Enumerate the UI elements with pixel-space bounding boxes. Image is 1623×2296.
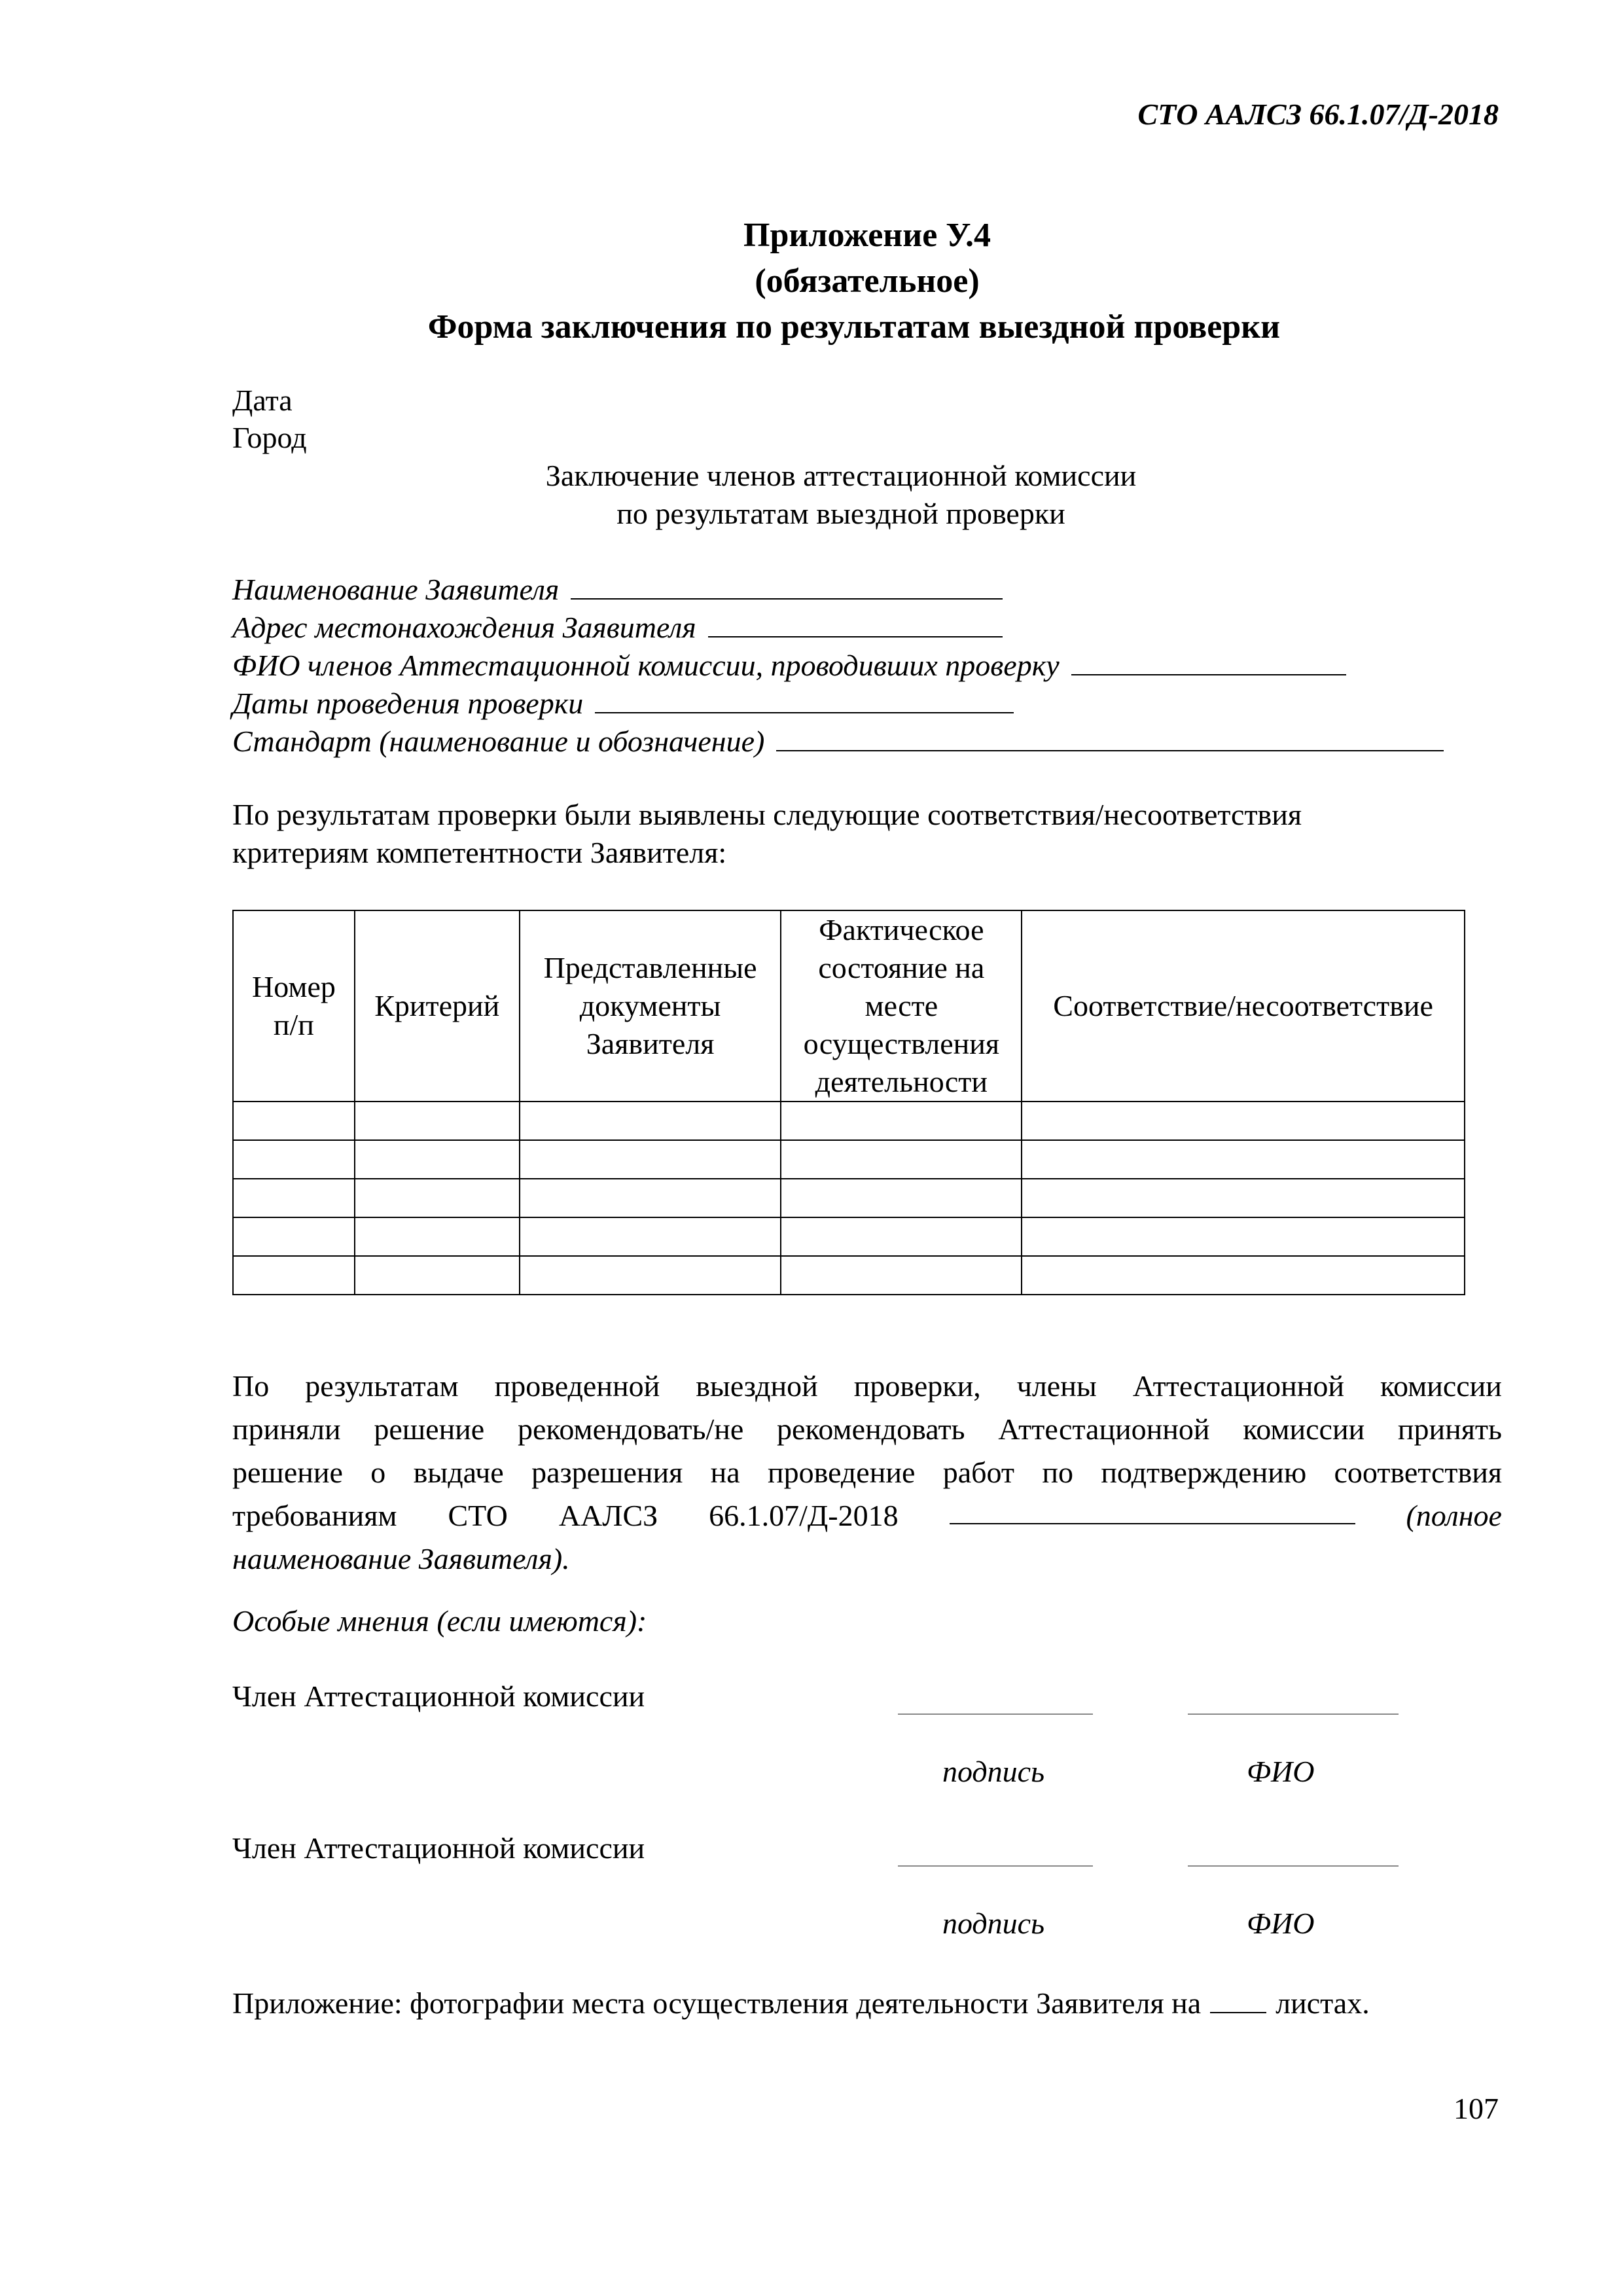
table-cell[interactable] [233,1217,355,1256]
decision-word: требованиям [232,1499,397,1532]
signature-caption-1: подпись [942,1755,1045,1788]
table-cell[interactable] [355,1256,520,1295]
appendix-number: Приложение У.4 [743,217,991,254]
decision-word: решение [232,1456,343,1489]
table-cell[interactable] [355,1179,520,1217]
date-label: Дата [232,384,293,417]
applicant-address-field [232,607,1003,645]
table-cell[interactable] [520,1179,781,1217]
decision-word: по [1042,1456,1073,1489]
decision-word: Аттестационной [998,1412,1210,1446]
field-label: Наименование Заявителя [232,573,560,606]
inspection-dates-blank[interactable] [595,683,1014,713]
decision-line-2 [232,1408,1502,1451]
applicant-full-name-blank[interactable] [950,1494,1355,1524]
table-cell[interactable] [233,1102,355,1140]
applicant-name-blank[interactable] [571,569,1003,600]
decision-word: члены [1016,1369,1097,1403]
decision-word: выдаче [413,1456,504,1489]
decision-line-1 [232,1365,1502,1408]
table-row [233,1217,1465,1256]
decision-word: соответствия [1334,1456,1502,1489]
decision-word: комиссии [1243,1412,1365,1446]
subtitle-line-2: по результатам выездной проверки [616,497,1065,530]
decision-word: результатам [305,1369,459,1403]
col-header-documents: Представленные документы Заявителя [520,910,781,1102]
field-label: Адрес местонахождения Заявителя [232,611,696,644]
decision-word: подтверждению [1101,1456,1307,1489]
name-blank-1[interactable] [1188,1713,1399,1715]
appendix-title [232,213,1502,350]
special-opinions-label: Особые мнения (если имеются): [232,1604,647,1638]
table-cell[interactable] [233,1256,355,1295]
field-label: ФИО членов Аттестационной комиссии, проводивших проверку [232,649,1060,682]
decision-word: рекомендовать [777,1412,965,1446]
decision-word: принять [1397,1412,1502,1446]
decision-word: разрешения [531,1456,683,1489]
decision-word: работ [942,1456,1015,1489]
signature-role-1: Член Аттестационной комиссии [232,1679,645,1713]
decision-word: проведение [768,1456,916,1489]
standard-blank[interactable] [776,721,1444,751]
compliance-table [232,910,1465,1295]
table-cell[interactable] [1022,1179,1465,1217]
decision-line-5: наименование Заявителя). [232,1542,570,1575]
table-cell[interactable] [355,1140,520,1179]
field-label: Стандарт (наименование и обозначение) [232,725,765,758]
standard-field [232,721,1444,759]
table-cell[interactable] [781,1217,1022,1256]
table-cell[interactable] [1022,1256,1465,1295]
decision-word: о [370,1456,386,1489]
attachment-prefix: Приложение: фотографии места осуществления деятельности Заявителя на [232,1986,1202,2020]
table-cell[interactable] [781,1179,1022,1217]
table-cell[interactable] [355,1102,520,1140]
table-cell[interactable] [520,1140,781,1179]
table-cell[interactable] [781,1256,1022,1295]
city-label: Город [232,421,307,454]
table-cell[interactable] [520,1256,781,1295]
table-cell[interactable] [1022,1217,1465,1256]
signature-caption-2: подпись [942,1907,1045,1940]
decision-word: комиссии [1380,1369,1502,1403]
signature-role-2: Член Аттестационной комиссии [232,1831,645,1865]
col-header-criterion: Критерий [355,910,520,1102]
signature-blank-1[interactable] [898,1713,1093,1715]
decision-word: выездной [696,1369,818,1403]
intro-line-2: критериям компетентности Заявителя: [232,836,727,869]
applicant-address-blank[interactable] [708,607,1003,637]
table-header-row [233,910,1465,1102]
table-cell[interactable] [1022,1102,1465,1140]
subtitle-line-1: Заключение членов аттестационной комиссии [545,459,1137,492]
appendix-status: (обязательное) [755,262,980,300]
commission-members-field [232,645,1346,683]
name-caption-1: ФИО [1247,1755,1315,1788]
table-cell[interactable] [355,1217,520,1256]
table-cell[interactable] [781,1102,1022,1140]
decision-word: проверки, [853,1369,981,1403]
decision-word: Аттестационной [1132,1369,1344,1403]
col-header-number: Номер п/п [233,910,355,1102]
table-cell[interactable] [233,1179,355,1217]
standard-code: СТО ААЛСЗ 66.1.07/Д-2018 [1137,98,1499,131]
table-cell[interactable] [233,1140,355,1179]
decision-note: (полное [1406,1499,1502,1532]
decision-word: 66.1.07/Д-2018 [709,1499,899,1532]
sheet-count-blank[interactable] [1210,1983,1266,2013]
decision-word: СТО [448,1499,508,1532]
inspection-dates-field [232,683,1014,721]
intro-line-1: По результатам проверки были выявлены следующие соответствия/несоответствия [232,798,1302,831]
decision-line-3 [232,1451,1502,1494]
page-number: 107 [1454,2092,1499,2125]
decision-word: проведенной [494,1369,660,1403]
table-row [233,1102,1465,1140]
signature-blank-2[interactable] [898,1865,1093,1867]
decision-word: ААЛСЗ [558,1499,658,1532]
name-caption-2: ФИО [1247,1907,1315,1940]
form-title: Форма заключения по результатам выездной проверки [427,308,1281,346]
table-cell[interactable] [520,1217,781,1256]
applicant-name-field [232,569,1003,607]
table-cell[interactable] [781,1140,1022,1179]
attachment-suffix: листах. [1275,1986,1370,2020]
col-header-actual-state: Фактическое состояние на месте осуществления деятельности [781,910,1022,1102]
col-header-compliance: Соответствие/несоответствие [1022,910,1465,1102]
decision-word: По [232,1369,270,1403]
table-row [233,1256,1465,1295]
decision-word: рекомендовать/не [517,1412,744,1446]
decision-line-4 [232,1494,1502,1537]
table-cell[interactable] [1022,1140,1465,1179]
table-row [233,1140,1465,1179]
table-row [233,1179,1465,1217]
table-cell[interactable] [520,1102,781,1140]
decision-word: решение [374,1412,485,1446]
decision-word: на [710,1456,740,1489]
commission-members-blank[interactable] [1071,645,1346,675]
decision-word: приняли [232,1412,341,1446]
decision-paragraph [232,1365,1502,1581]
table-body [233,1102,1465,1295]
name-blank-2[interactable] [1188,1865,1399,1867]
attachment-line [232,1983,1370,2020]
field-label: Даты проведения проверки [232,687,584,720]
